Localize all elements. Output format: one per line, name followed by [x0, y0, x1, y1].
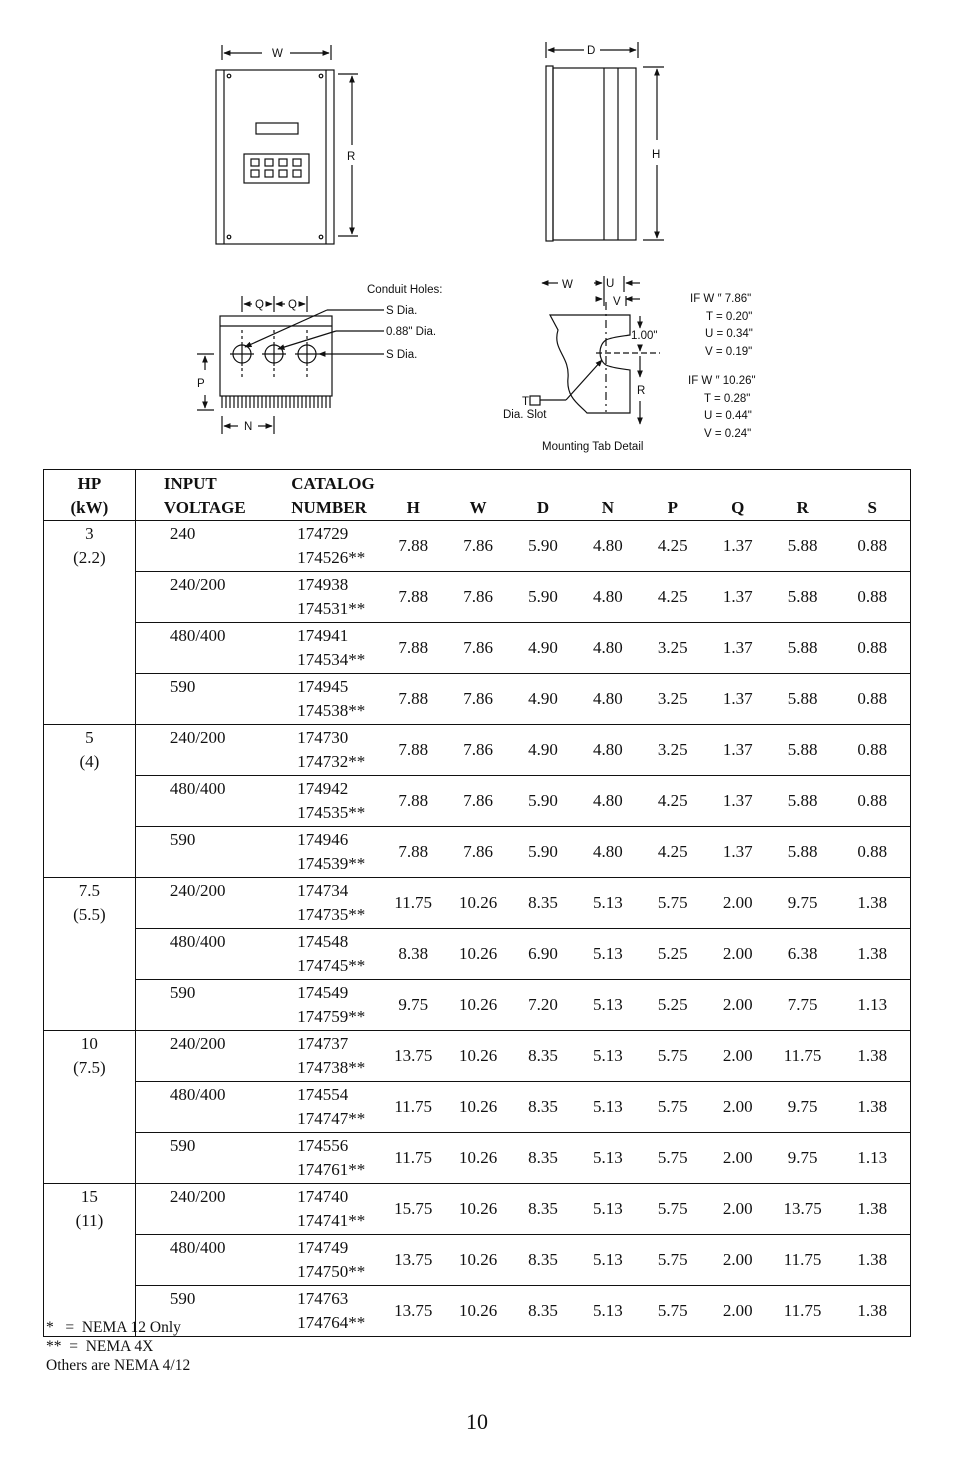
conduit-s-dia-label-2: S Dia.	[386, 349, 418, 361]
catalog-number-cell	[263, 623, 381, 674]
hp-value: 10	[80, 1034, 98, 1053]
header-s: S	[835, 470, 911, 521]
dimensions-table	[43, 469, 911, 1337]
dim-d-cell: 5.90	[511, 827, 575, 878]
kw-value: (2.2)	[73, 548, 106, 567]
dim-q-cell: 2.00	[705, 1286, 771, 1337]
dim-q-cell: 2.00	[705, 1031, 771, 1082]
tab-v-label: V	[613, 296, 621, 308]
table-row	[44, 521, 911, 572]
dim-w-cell: 10.26	[445, 929, 511, 980]
table-row	[44, 929, 911, 980]
dim-s-cell: 1.38	[835, 1031, 911, 1082]
header-h: H	[381, 470, 445, 521]
dim-d-cell: 8.35	[511, 1286, 575, 1337]
dim-d-cell: 5.90	[511, 521, 575, 572]
dim-q-cell: 1.37	[705, 725, 771, 776]
catalog-number-cell	[263, 776, 381, 827]
dim-n-cell: 4.80	[575, 827, 641, 878]
dim-h-cell: 13.75	[381, 1031, 445, 1082]
header-n: N	[575, 470, 641, 521]
footnote-nema4x: ** = NEMA 4X	[46, 1338, 154, 1355]
catalog-number-nema4x: 174759**	[297, 1007, 366, 1026]
dim-d-cell: 8.35	[511, 1133, 575, 1184]
dim-s-cell: 0.88	[835, 572, 911, 623]
dim-n-cell: 4.80	[575, 725, 641, 776]
dim-h-cell: 11.75	[381, 1082, 445, 1133]
input-voltage-cell: 240	[135, 521, 263, 572]
dim-w-cell: 10.26	[445, 1082, 511, 1133]
input-voltage-cell: 480/400	[135, 929, 263, 980]
table-row	[44, 980, 911, 1031]
table-row	[44, 1082, 911, 1133]
dim-q-cell: 1.37	[705, 827, 771, 878]
input-voltage-cell: 590	[135, 980, 263, 1031]
dim-r-cell: 5.88	[771, 776, 835, 827]
catalog-number-cell	[263, 1235, 381, 1286]
dim-s-cell: 0.88	[835, 623, 911, 674]
tab-100-label: 1.00"	[631, 330, 658, 342]
hp-value: 3	[85, 524, 94, 543]
dim-p-cell: 5.25	[641, 929, 705, 980]
page-number: 10	[466, 1409, 488, 1434]
dim-d-cell: 8.35	[511, 878, 575, 929]
dim-r-cell: 11.75	[771, 1235, 835, 1286]
input-voltage-cell: 240/200	[135, 1184, 263, 1235]
conduit-088-dia-label: 0.88" Dia.	[386, 326, 437, 338]
tab-u-label: U	[606, 278, 615, 290]
dim-w-cell: 10.26	[445, 1184, 511, 1235]
note-case2-v: V = 0.24"	[704, 428, 752, 440]
dim-p-cell: 5.75	[641, 1184, 705, 1235]
catalog-number-cell	[263, 1082, 381, 1133]
note-case2-head: IF W ″ 10.26"	[688, 375, 756, 387]
dim-w-cell: 10.26	[445, 980, 511, 1031]
tab-t-label: T	[522, 396, 530, 408]
dim-n-cell: 5.13	[575, 929, 641, 980]
dim-n-cell: 5.13	[575, 1031, 641, 1082]
catalog-number-cell	[263, 929, 381, 980]
dim-w-cell: 7.86	[445, 572, 511, 623]
header-r: R	[771, 470, 835, 521]
table-row	[44, 1031, 911, 1082]
dim-p-cell: 5.75	[641, 1031, 705, 1082]
catalog-number-primary: 174946	[297, 830, 349, 849]
dim-d-cell: 4.90	[511, 623, 575, 674]
dim-w-cell: 7.86	[445, 674, 511, 725]
dim-r-cell: 5.88	[771, 623, 835, 674]
side-view-drawing	[546, 42, 664, 241]
catalog-number-nema4x: 174732**	[297, 752, 366, 771]
dim-w-cell: 7.86	[445, 725, 511, 776]
dim-h-cell: 8.38	[381, 929, 445, 980]
dim-n-cell: 5.13	[575, 1235, 641, 1286]
dim-h-cell: 7.88	[381, 725, 445, 776]
hp-cell	[44, 725, 136, 878]
catalog-number-nema4x: 174747**	[297, 1109, 366, 1128]
dim-s-cell: 1.38	[835, 1184, 911, 1235]
catalog-number-nema4x: 174538**	[297, 701, 366, 720]
tab-dia-slot-label: Dia. Slot	[503, 409, 547, 421]
input-voltage-cell: 590	[135, 1133, 263, 1184]
dim-d-cell: 7.20	[511, 980, 575, 1031]
dim-w-cell: 7.86	[445, 776, 511, 827]
dim-q-cell: 1.37	[705, 521, 771, 572]
dim-n-cell: 5.13	[575, 1133, 641, 1184]
dim-h-cell: 11.75	[381, 878, 445, 929]
dim-r-cell: 9.75	[771, 878, 835, 929]
dim-w-cell: 7.86	[445, 623, 511, 674]
dim-n-cell: 5.13	[575, 1286, 641, 1337]
catalog-number-primary: 174734	[297, 881, 349, 900]
catalog-number-primary: 174549	[297, 983, 349, 1002]
note-case1-t: T = 0.20"	[706, 311, 753, 323]
kw-value: (4)	[79, 752, 100, 771]
tab-w-label: W	[562, 279, 573, 291]
dim-w-cell: 7.86	[445, 827, 511, 878]
input-voltage-cell: 240/200	[135, 1031, 263, 1082]
catalog-number-nema4x: 174745**	[297, 956, 366, 975]
dim-p-cell: 3.25	[641, 725, 705, 776]
dim-r-cell: 5.88	[771, 521, 835, 572]
tab-r-label: R	[637, 385, 646, 397]
hp-value: 7.5	[78, 881, 101, 900]
dim-r-cell: 11.75	[771, 1286, 835, 1337]
conduit-q-label-1: Q	[255, 299, 264, 311]
catalog-number-primary: 174941	[297, 626, 349, 645]
header-input-voltage: INPUT VOLTAGE	[135, 470, 263, 521]
conduit-view-drawing	[197, 296, 384, 434]
header-w: W	[445, 470, 511, 521]
catalog-number-nema4x: 174526**	[297, 548, 366, 567]
front-width-label: W	[272, 48, 283, 60]
dim-q-cell: 2.00	[705, 1184, 771, 1235]
dim-p-cell: 4.25	[641, 572, 705, 623]
dim-p-cell: 3.25	[641, 674, 705, 725]
dim-d-cell: 8.35	[511, 1235, 575, 1286]
dim-s-cell: 1.38	[835, 1082, 911, 1133]
header-catalog-number: CATALOG NUMBER	[263, 470, 381, 521]
side-depth-label: D	[587, 45, 596, 57]
dim-d-cell: 5.90	[511, 572, 575, 623]
dim-h-cell: 11.75	[381, 1133, 445, 1184]
table-row	[44, 674, 911, 725]
dim-n-cell: 4.80	[575, 572, 641, 623]
dim-p-cell: 4.25	[641, 521, 705, 572]
dim-n-cell: 5.13	[575, 1184, 641, 1235]
dim-q-cell: 2.00	[705, 1082, 771, 1133]
dim-q-cell: 2.00	[705, 980, 771, 1031]
dim-d-cell: 8.35	[511, 1184, 575, 1235]
catalog-number-cell	[263, 827, 381, 878]
table-body	[44, 521, 911, 1337]
catalog-number-primary: 174942	[297, 779, 349, 798]
input-voltage-cell: 480/400	[135, 1082, 263, 1133]
mounting-tab-drawing	[530, 276, 660, 424]
dim-q-cell: 1.37	[705, 776, 771, 827]
input-voltage-cell: 590	[135, 674, 263, 725]
dim-s-cell: 1.13	[835, 980, 911, 1031]
dim-s-cell: 1.38	[835, 929, 911, 980]
table-row	[44, 572, 911, 623]
catalog-number-primary: 174763	[297, 1289, 349, 1308]
catalog-number-cell	[263, 1133, 381, 1184]
catalog-number-cell	[263, 725, 381, 776]
table-row	[44, 827, 911, 878]
dim-h-cell: 7.88	[381, 827, 445, 878]
dim-q-cell: 1.37	[705, 674, 771, 725]
dim-r-cell: 9.75	[771, 1133, 835, 1184]
note-case1-u: U = 0.34"	[705, 328, 753, 340]
conduit-holes-title: Conduit Holes:	[367, 284, 443, 296]
input-voltage-cell: 590	[135, 827, 263, 878]
dim-h-cell: 7.88	[381, 776, 445, 827]
footnote-nema12: * = NEMA 12 Only	[46, 1319, 181, 1336]
note-case1-v: V = 0.19"	[705, 346, 753, 358]
catalog-number-nema4x: 174735**	[297, 905, 366, 924]
input-voltage-cell: 590	[135, 1286, 263, 1337]
catalog-number-nema4x: 174764**	[297, 1313, 366, 1332]
catalog-number-cell	[263, 1184, 381, 1235]
catalog-number-primary: 174729	[297, 524, 349, 543]
dim-n-cell: 5.13	[575, 1082, 641, 1133]
catalog-number-primary: 174737	[297, 1034, 349, 1053]
dim-s-cell: 1.38	[835, 1286, 911, 1337]
dim-s-cell: 1.38	[835, 1235, 911, 1286]
dim-r-cell: 5.88	[771, 827, 835, 878]
hp-cell	[44, 1031, 136, 1184]
dim-r-cell: 9.75	[771, 1082, 835, 1133]
footnote-others: Others are NEMA 4/12	[46, 1357, 191, 1374]
dim-q-cell: 1.37	[705, 623, 771, 674]
dim-w-cell: 10.26	[445, 1286, 511, 1337]
catalog-number-nema4x: 174539**	[297, 854, 366, 873]
dim-n-cell: 5.13	[575, 980, 641, 1031]
dim-h-cell: 7.88	[381, 521, 445, 572]
note-case1-head: IF W ″ 7.86"	[690, 293, 752, 305]
dim-w-cell: 10.26	[445, 1133, 511, 1184]
catalog-number-primary: 174945	[297, 677, 349, 696]
dim-d-cell: 5.90	[511, 776, 575, 827]
footnotes	[46, 1318, 190, 1375]
table-header-row	[44, 470, 911, 521]
table-row	[44, 623, 911, 674]
dim-q-cell: 2.00	[705, 1235, 771, 1286]
dim-s-cell: 0.88	[835, 521, 911, 572]
catalog-number-cell	[263, 1286, 381, 1337]
catalog-number-cell	[263, 878, 381, 929]
conduit-s-dia-label: S Dia.	[386, 305, 418, 317]
dim-q-cell: 2.00	[705, 878, 771, 929]
catalog-number-cell	[263, 521, 381, 572]
dim-w-cell: 7.86	[445, 521, 511, 572]
dim-q-cell: 2.00	[705, 929, 771, 980]
conduit-q-label-2: Q	[288, 299, 297, 311]
catalog-number-primary: 174938	[297, 575, 349, 594]
input-voltage-cell: 240/200	[135, 725, 263, 776]
catalog-number-cell	[263, 674, 381, 725]
catalog-number-nema4x: 174738**	[297, 1058, 366, 1077]
header-d: D	[511, 470, 575, 521]
hp-cell	[44, 1184, 136, 1337]
dim-r-cell: 5.88	[771, 725, 835, 776]
catalog-number-primary: 174554	[297, 1085, 349, 1104]
dim-h-cell: 13.75	[381, 1286, 445, 1337]
dim-s-cell: 1.38	[835, 878, 911, 929]
table-row	[44, 1184, 911, 1235]
catalog-number-primary: 174749	[297, 1238, 349, 1257]
dim-d-cell: 4.90	[511, 674, 575, 725]
dim-r-cell: 6.38	[771, 929, 835, 980]
dim-r-cell: 13.75	[771, 1184, 835, 1235]
table-row	[44, 725, 911, 776]
dim-s-cell: 0.88	[835, 776, 911, 827]
dim-d-cell: 4.90	[511, 725, 575, 776]
conduit-p-label: P	[197, 378, 205, 390]
side-height-label: H	[652, 149, 661, 161]
dimension-diagrams	[0, 0, 954, 465]
dim-q-cell: 1.37	[705, 572, 771, 623]
dim-w-cell: 10.26	[445, 1031, 511, 1082]
dim-r-cell: 5.88	[771, 674, 835, 725]
note-case2-t: T = 0.28"	[704, 393, 751, 405]
hp-value: 15	[80, 1187, 98, 1206]
header-p: P	[641, 470, 705, 521]
dim-r-cell: 7.75	[771, 980, 835, 1031]
input-voltage-cell: 480/400	[135, 776, 263, 827]
catalog-number-nema4x: 174531**	[297, 599, 366, 618]
dim-n-cell: 4.80	[575, 623, 641, 674]
dim-h-cell: 7.88	[381, 572, 445, 623]
catalog-number-cell	[263, 980, 381, 1031]
dim-n-cell: 4.80	[575, 674, 641, 725]
dim-h-cell: 13.75	[381, 1235, 445, 1286]
dim-d-cell: 8.35	[511, 1082, 575, 1133]
front-view-drawing	[216, 45, 358, 244]
dim-h-cell: 15.75	[381, 1184, 445, 1235]
catalog-number-nema4x: 174750**	[297, 1262, 366, 1281]
dim-w-cell: 10.26	[445, 1235, 511, 1286]
header-q: Q	[705, 470, 771, 521]
dim-p-cell: 5.75	[641, 1286, 705, 1337]
dim-s-cell: 1.13	[835, 1133, 911, 1184]
input-voltage-cell: 240/200	[135, 572, 263, 623]
catalog-number-primary: 174548	[297, 932, 349, 951]
dim-n-cell: 4.80	[575, 776, 641, 827]
dim-r-cell: 11.75	[771, 1031, 835, 1082]
note-case2-u: U = 0.44"	[704, 410, 752, 422]
dim-p-cell: 5.75	[641, 1235, 705, 1286]
dim-r-cell: 5.88	[771, 572, 835, 623]
table-row	[44, 1235, 911, 1286]
dim-h-cell: 9.75	[381, 980, 445, 1031]
dim-h-cell: 7.88	[381, 623, 445, 674]
dim-p-cell: 4.25	[641, 827, 705, 878]
dim-p-cell: 3.25	[641, 623, 705, 674]
catalog-number-cell	[263, 572, 381, 623]
input-voltage-cell: 480/400	[135, 1235, 263, 1286]
table-row	[44, 776, 911, 827]
conduit-n-label: N	[244, 421, 253, 433]
table-row	[44, 878, 911, 929]
hp-cell	[44, 878, 136, 1031]
dim-q-cell: 2.00	[705, 1133, 771, 1184]
dim-n-cell: 5.13	[575, 878, 641, 929]
catalog-number-primary: 174556	[297, 1136, 349, 1155]
catalog-number-primary: 174730	[297, 728, 349, 747]
dim-p-cell: 5.75	[641, 1082, 705, 1133]
kw-value: (7.5)	[73, 1058, 106, 1077]
kw-value: (11)	[75, 1211, 104, 1230]
dim-s-cell: 0.88	[835, 827, 911, 878]
catalog-number-primary: 174740	[297, 1187, 349, 1206]
dim-p-cell: 4.25	[641, 776, 705, 827]
table-row	[44, 1133, 911, 1184]
catalog-number-cell	[263, 1031, 381, 1082]
dim-p-cell: 5.75	[641, 1133, 705, 1184]
hp-cell	[44, 521, 136, 725]
input-voltage-cell: 480/400	[135, 623, 263, 674]
hp-value: 5	[85, 728, 94, 747]
mounting-tab-caption: Mounting Tab Detail	[542, 441, 644, 453]
header-hp: HP (kW)	[44, 470, 136, 521]
dim-s-cell: 0.88	[835, 674, 911, 725]
dim-n-cell: 4.80	[575, 521, 641, 572]
dim-p-cell: 5.25	[641, 980, 705, 1031]
dim-d-cell: 6.90	[511, 929, 575, 980]
dim-d-cell: 8.35	[511, 1031, 575, 1082]
dim-s-cell: 0.88	[835, 725, 911, 776]
dim-h-cell: 7.88	[381, 674, 445, 725]
catalog-number-nema4x: 174741**	[297, 1211, 366, 1230]
front-r-label: R	[347, 151, 356, 163]
catalog-number-nema4x: 174534**	[297, 650, 366, 669]
kw-value: (5.5)	[73, 905, 106, 924]
catalog-number-nema4x: 174761**	[297, 1160, 366, 1179]
dim-w-cell: 10.26	[445, 878, 511, 929]
input-voltage-cell: 240/200	[135, 878, 263, 929]
catalog-number-nema4x: 174535**	[297, 803, 366, 822]
dim-p-cell: 5.75	[641, 878, 705, 929]
